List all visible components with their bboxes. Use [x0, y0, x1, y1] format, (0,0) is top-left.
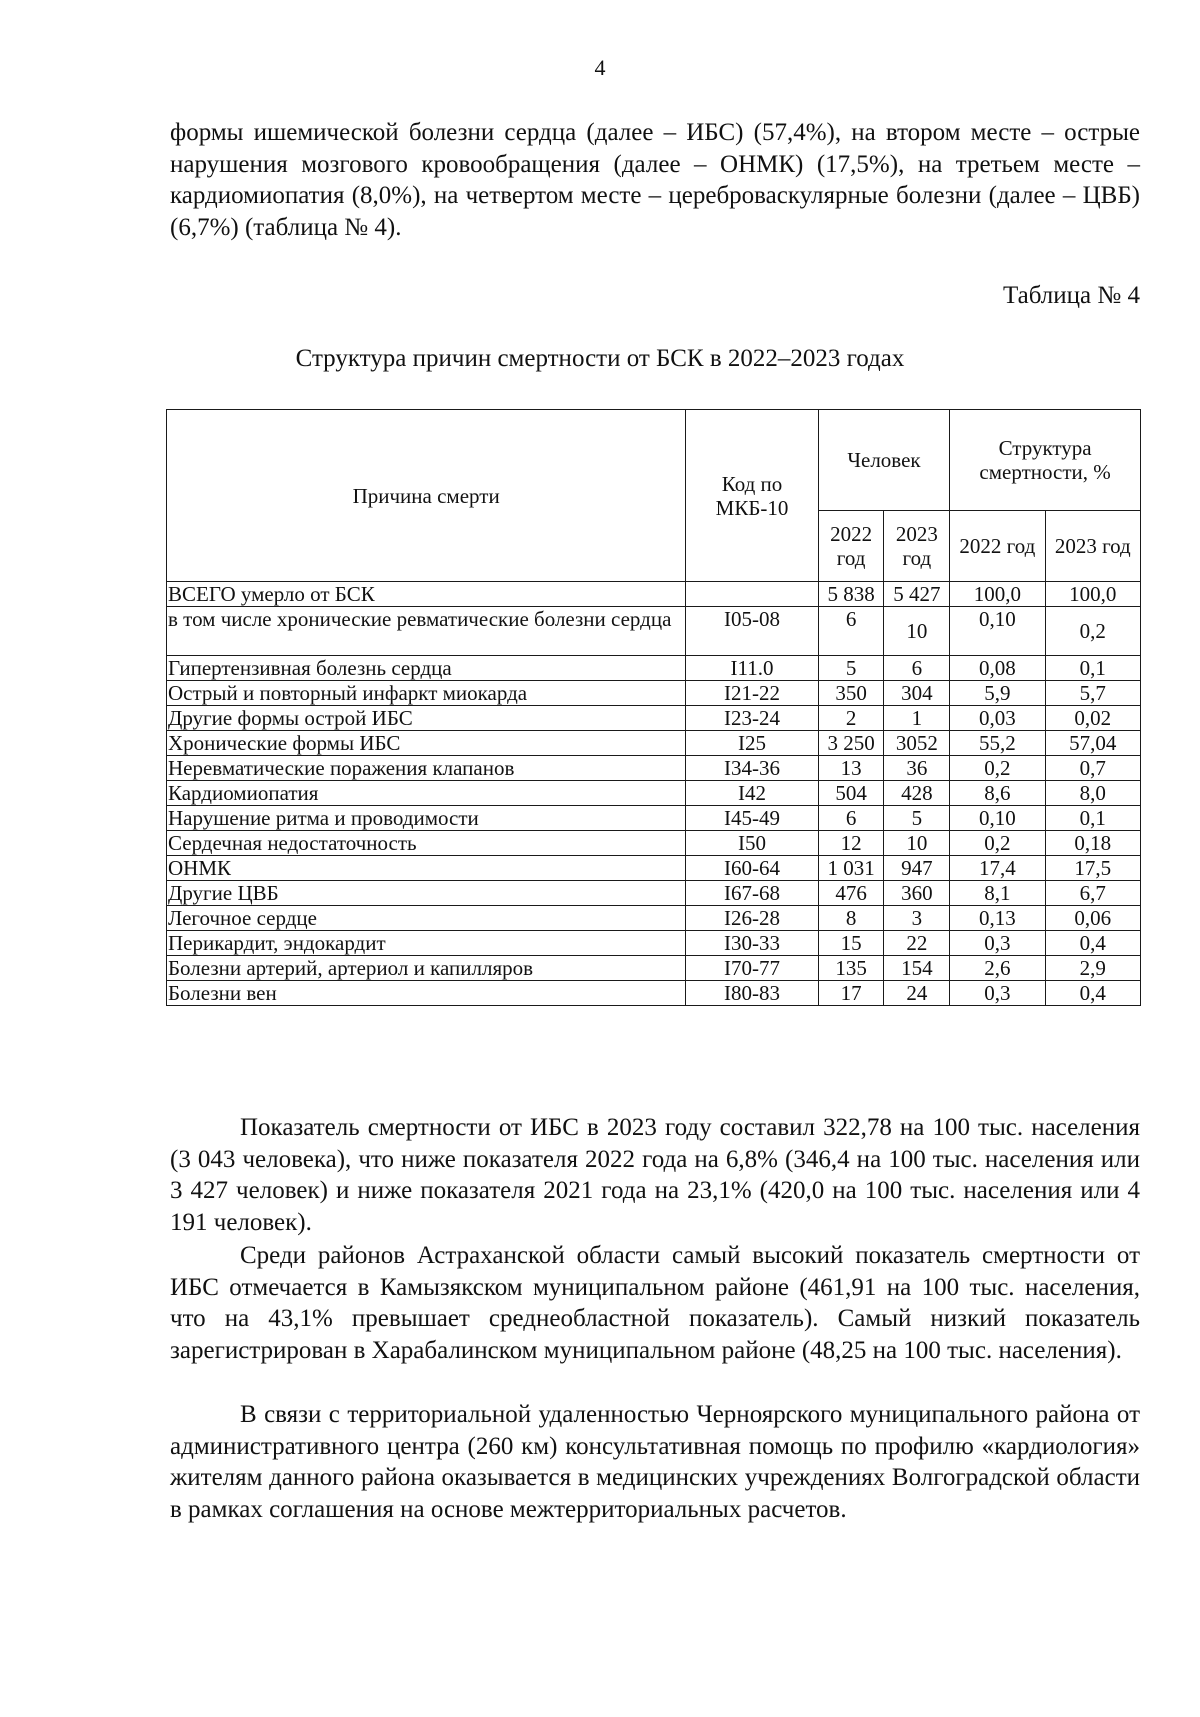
cell-structure-2023: 8,0 [1045, 781, 1140, 806]
cell-structure-2022: 0,13 [950, 906, 1045, 931]
cell-structure-2022: 0,10 [950, 806, 1045, 831]
cell-code: I23-24 [686, 706, 818, 731]
cell-structure-2023: 0,2 [1045, 607, 1140, 656]
table-body [167, 582, 1141, 1006]
cell-structure-2023: 17,5 [1045, 856, 1140, 881]
cell-cause: ВСЕГО умерло от БСК [167, 582, 686, 607]
table-row [167, 731, 1141, 756]
cell-cause: Сердечная недостаточность [167, 831, 686, 856]
cell-people-2022: 350 [818, 681, 884, 706]
cell-code: I34-36 [686, 756, 818, 781]
cell-people-2023: 36 [884, 756, 950, 781]
cell-code: I05-08 [686, 607, 818, 656]
cell-cause: Хронические формы ИБС [167, 731, 686, 756]
cell-code: I80-83 [686, 981, 818, 1006]
paragraph-consultation: В связи с территориальной удаленностью Черноярского муниципального района от административного центра (260 км) консультативная помощь по профилю «кардиология» жителям данного района оказывается в медицинских учреждениях Волгоградской области в рамках соглашения на основе межтерриториальных расчетов. [170, 1401, 1140, 1523]
header-people: Человек [818, 410, 949, 511]
cell-code: I30-33 [686, 931, 818, 956]
cell-code: I50 [686, 831, 818, 856]
table-row [167, 906, 1141, 931]
cell-cause: Легочное сердце [167, 906, 686, 931]
cell-structure-2023: 0,1 [1045, 806, 1140, 831]
table-title: Структура причин смертности от БСК в 2022–2023 годах [295, 345, 905, 372]
page-number: 4 [594, 55, 606, 80]
cell-people-2023: 360 [884, 881, 950, 906]
table-row [167, 656, 1141, 681]
cell-structure-2023: 2,9 [1045, 956, 1140, 981]
cell-people-2023: 6 [884, 656, 950, 681]
cell-cause: в том числе хронические ревматические болезни сердца [167, 607, 686, 656]
table-row [167, 856, 1141, 881]
cell-cause: Нарушение ритма и проводимости [167, 806, 686, 831]
table-row [167, 756, 1141, 781]
cell-people-2022: 1 031 [818, 856, 884, 881]
cell-people-2022: 15 [818, 931, 884, 956]
cell-structure-2022: 0,3 [950, 931, 1045, 956]
paragraph-ihd-mortality: Показатель смертности от ИБС в 2023 году составил 322,78 на 100 тыс. населения (3 043 человека), что ниже показателя 2022 года на 6,8% (346,4 на 100 тыс. населения или 3 427 человек) и ниже показателя 2021 года на 23,1% (420,0 на 100 тыс. населения или 4 191 человек). [170, 1114, 1140, 1236]
cell-people-2022: 8 [818, 906, 884, 931]
cell-code: I11.0 [686, 656, 818, 681]
cell-people-2023: 3 [884, 906, 950, 931]
table-row [167, 582, 1141, 607]
cell-structure-2023: 0,1 [1045, 656, 1140, 681]
cell-cause: Болезни артерий, артериол и капилляров [167, 956, 686, 981]
cell-people-2023: 947 [884, 856, 950, 881]
cell-people-2023: 304 [884, 681, 950, 706]
cell-people-2022: 6 [818, 806, 884, 831]
header-people-2023: 2023 год [884, 511, 950, 582]
cell-structure-2023: 5,7 [1045, 681, 1140, 706]
cell-cause: Перикардит, эндокардит [167, 931, 686, 956]
cell-people-2023: 154 [884, 956, 950, 981]
cell-cause: Другие формы острой ИБС [167, 706, 686, 731]
cell-cause: ОНМК [167, 856, 686, 881]
cell-structure-2023: 0,7 [1045, 756, 1140, 781]
cell-structure-2022: 0,2 [950, 831, 1045, 856]
cell-people-2023: 3052 [884, 731, 950, 756]
cell-structure-2022: 17,4 [950, 856, 1045, 881]
table-row [167, 607, 1141, 656]
mortality-structure-table [166, 409, 1141, 1006]
table-number: Таблица № 4 [1002, 282, 1140, 309]
cell-people-2023: 10 [884, 607, 950, 656]
cell-people-2022: 504 [818, 781, 884, 806]
cell-people-2022: 6 [818, 607, 884, 656]
cell-people-2023: 428 [884, 781, 950, 806]
header-structure-2022: 2022 год [950, 511, 1045, 582]
cell-structure-2022: 100,0 [950, 582, 1045, 607]
cell-structure-2023: 0,4 [1045, 931, 1140, 956]
cell-people-2023: 24 [884, 981, 950, 1006]
cell-people-2022: 5 838 [818, 582, 884, 607]
cell-structure-2023: 100,0 [1045, 582, 1140, 607]
cell-structure-2022: 5,9 [950, 681, 1045, 706]
cell-structure-2022: 0,3 [950, 981, 1045, 1006]
cell-people-2022: 12 [818, 831, 884, 856]
intro-paragraph: формы ишемической болезни сердца (далее – ИБС) (57,4%), на втором месте – острые нарушения мозгового кровообращения (далее – ОНМК) (17,5%), на третьем месте – кардиомиопатия (8,0%), на четвертом месте – цереброваскулярные болезни (далее – ЦВБ) (6,7%) (таблица № 4). [170, 119, 1140, 241]
cell-people-2022: 476 [818, 881, 884, 906]
cell-cause: Другие ЦВБ [167, 881, 686, 906]
cell-people-2022: 135 [818, 956, 884, 981]
cell-people-2023: 5 [884, 806, 950, 831]
cell-people-2023: 22 [884, 931, 950, 956]
cell-structure-2023: 0,06 [1045, 906, 1140, 931]
cell-structure-2023: 0,18 [1045, 831, 1140, 856]
cell-people-2022: 13 [818, 756, 884, 781]
paragraph-districts: Среди районов Астраханской области самый высокий показатель смертности от ИБС отмечается в Камызякском муниципальном районе (461,91 на 100 тыс. населения, что на 43,1% превышает среднеобластной показатель). Самый низкий показатель зарегистрирован в Харабалинском муниципальном районе (48,25 на 100 тыс. населения). [170, 1242, 1140, 1364]
cell-people-2022: 3 250 [818, 731, 884, 756]
cell-code: I70-77 [686, 956, 818, 981]
table-row [167, 681, 1141, 706]
cell-structure-2023: 0,02 [1045, 706, 1140, 731]
cell-code: I45-49 [686, 806, 818, 831]
cell-structure-2022: 0,10 [950, 607, 1045, 656]
cell-people-2022: 5 [818, 656, 884, 681]
cell-structure-2022: 0,08 [950, 656, 1045, 681]
cell-cause: Кардиомиопатия [167, 781, 686, 806]
cell-code: I21-22 [686, 681, 818, 706]
cell-cause: Неревматические поражения клапанов [167, 756, 686, 781]
cell-people-2023: 10 [884, 831, 950, 856]
cell-structure-2023: 6,7 [1045, 881, 1140, 906]
cell-code: I26-28 [686, 906, 818, 931]
table-row [167, 781, 1141, 806]
header-structure: Структура смертности, % [950, 410, 1141, 511]
cell-structure-2023: 0,4 [1045, 981, 1140, 1006]
cell-cause: Гипертензивная болезнь сердца [167, 656, 686, 681]
table-row [167, 831, 1141, 856]
header-code: Код по МКБ-10 [686, 410, 818, 582]
cell-people-2023: 5 427 [884, 582, 950, 607]
table-row [167, 956, 1141, 981]
header-structure-2023: 2023 год [1045, 511, 1140, 582]
header-cause: Причина смерти [167, 410, 686, 582]
cell-structure-2022: 8,6 [950, 781, 1045, 806]
cell-code: I25 [686, 731, 818, 756]
cell-structure-2022: 0,2 [950, 756, 1045, 781]
cell-structure-2022: 55,2 [950, 731, 1045, 756]
cell-cause: Острый и повторный инфаркт миокарда [167, 681, 686, 706]
header-people-2022: 2022 год [818, 511, 884, 582]
table-row [167, 881, 1141, 906]
cell-code [686, 582, 818, 607]
cell-code: I60-64 [686, 856, 818, 881]
cell-cause: Болезни вен [167, 981, 686, 1006]
cell-structure-2022: 0,03 [950, 706, 1045, 731]
table-row [167, 706, 1141, 731]
cell-people-2022: 2 [818, 706, 884, 731]
cell-people-2023: 1 [884, 706, 950, 731]
cell-structure-2022: 8,1 [950, 881, 1045, 906]
cell-code: I42 [686, 781, 818, 806]
cell-people-2022: 17 [818, 981, 884, 1006]
table-row [167, 806, 1141, 831]
table-row [167, 931, 1141, 956]
table-row [167, 981, 1141, 1006]
cell-code: I67-68 [686, 881, 818, 906]
cell-structure-2023: 57,04 [1045, 731, 1140, 756]
cell-structure-2022: 2,6 [950, 956, 1045, 981]
